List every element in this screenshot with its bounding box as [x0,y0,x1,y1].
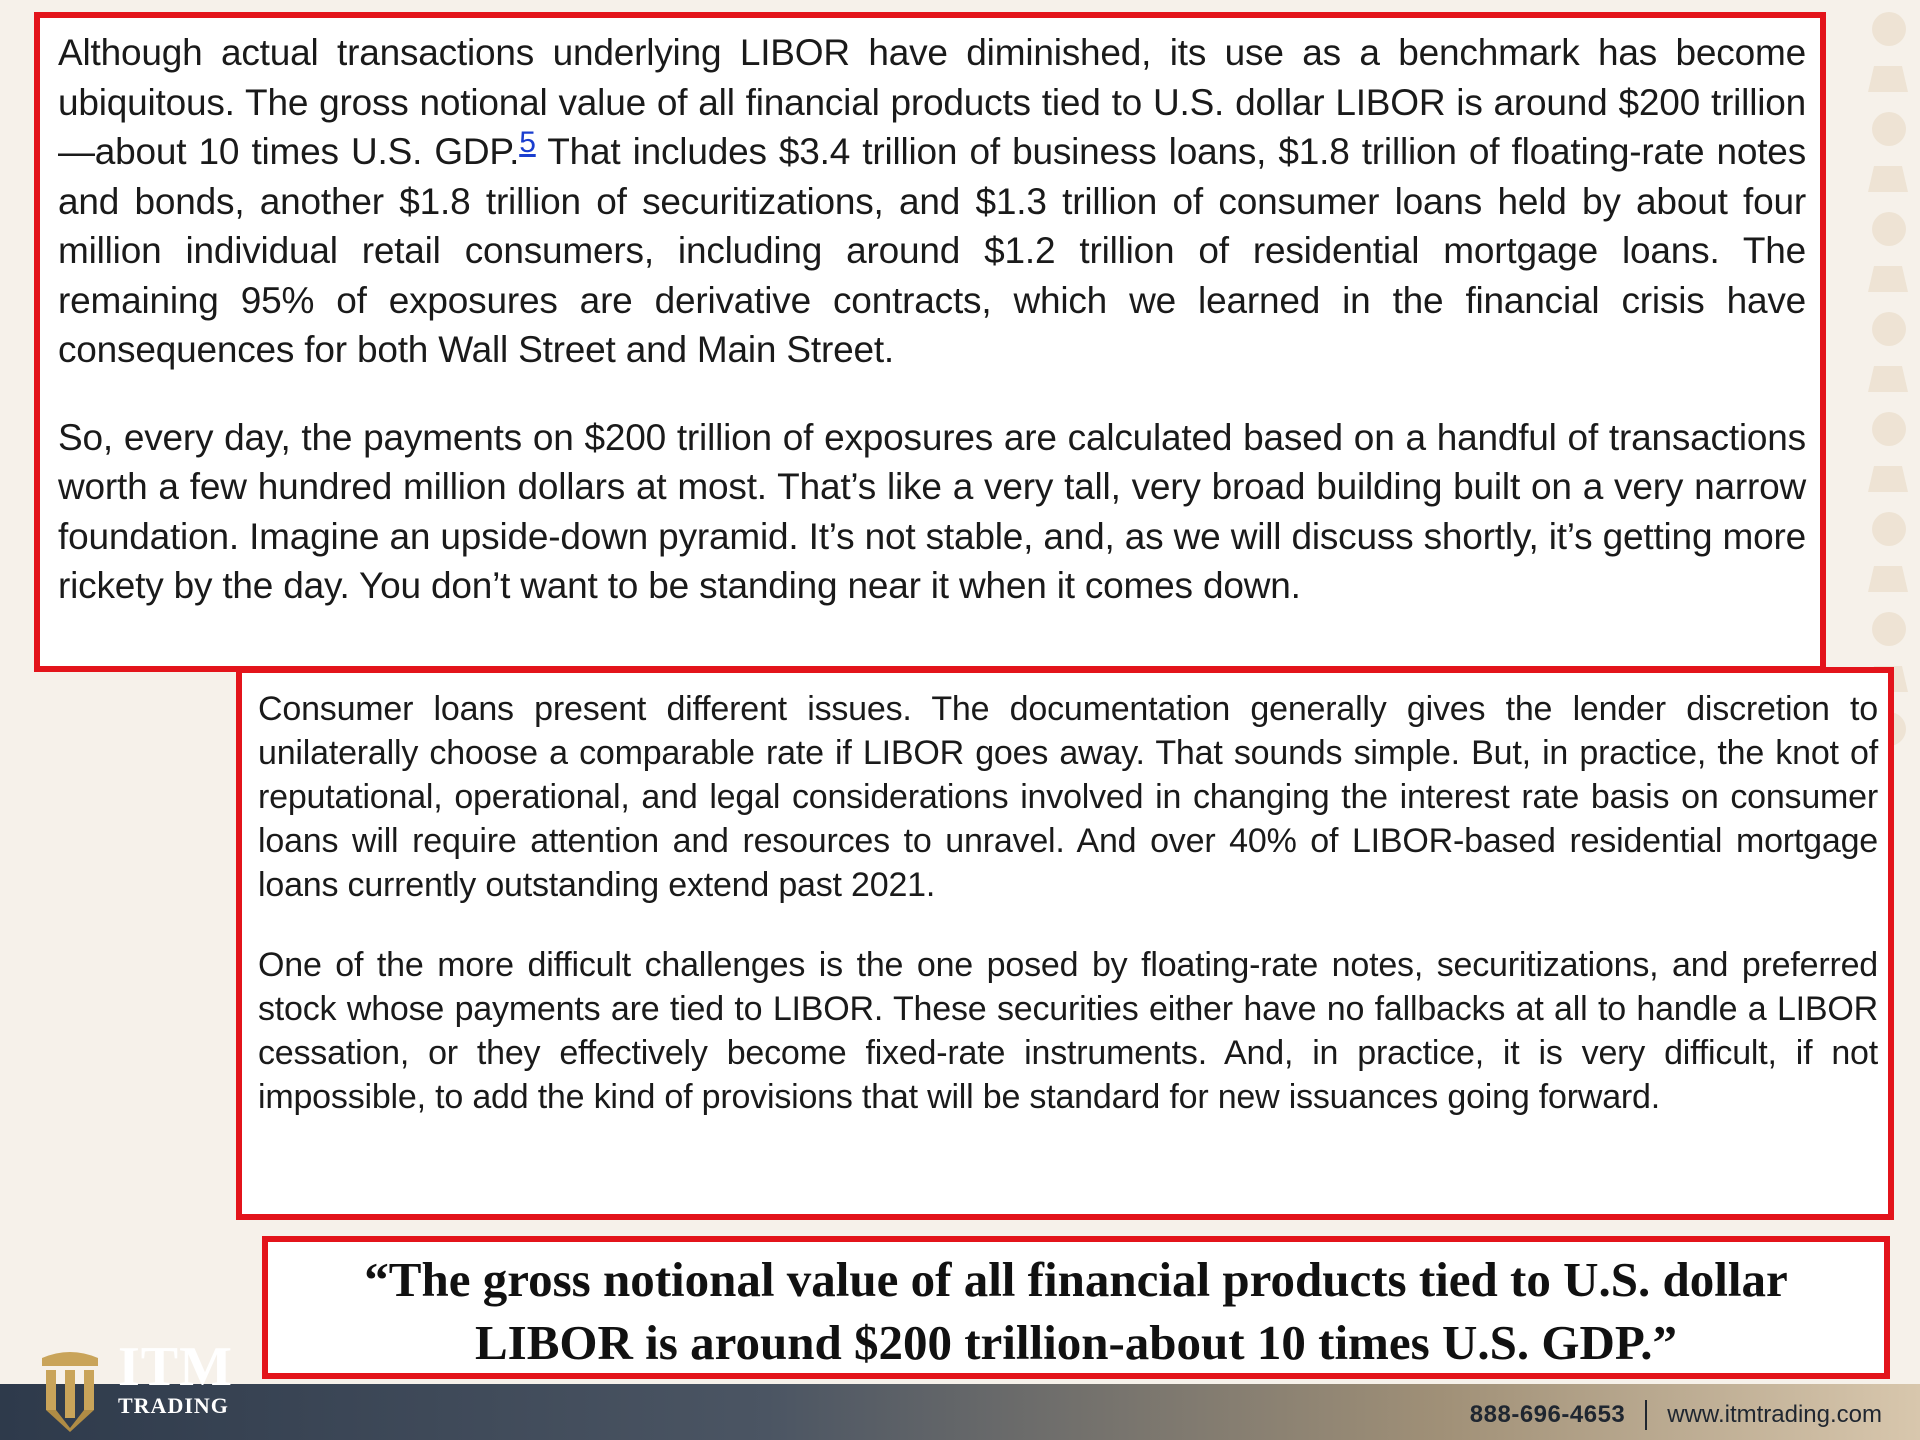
excerpt-box-consumer-loans [236,667,1894,1220]
logo-wordmark [118,1336,233,1418]
quote-line-1: “The gross notional value of all financial products tied to U.S. dollar [364,1252,1788,1307]
background-pattern [1850,0,1920,780]
logo-subtitle: TRADING [118,1393,229,1418]
paragraph-text: Although actual transactions underlying LIBOR have diminished, its use as a benchmark has become ubiquitous. The gross notional value of all financial products tied to U.S. dollar LIBOR is around $200 trillion—about 10 times U.S. GDP. [58,32,1806,172]
logo-name: ITM [118,1336,233,1398]
pull-quote [286,1248,1866,1374]
excerpt-paragraph [58,28,1806,375]
divider [1645,1400,1647,1430]
excerpt-box-libor-exposure [34,12,1826,672]
website-link[interactable]: www.itmtrading.com [1667,1401,1882,1428]
paragraph-text: That includes $3.4 trillion of business loans, $1.8 trillion of floating-rate notes and bonds, another $1.8 trillion of securitizations, and $1.3 trillion of consumer loans held by about four million individual retail consumers, including around $1.2 trillion of residential mortgage loans. The remaining 95% of exposures are derivative contracts, which we learned in the financial crisis have consequences for both Wall Street and Main Street. [58,131,1806,370]
excerpt-paragraph: Consumer loans present different issues. The documentation generally gives the lender discretion to unilaterally choose a comparable rate if LIBOR goes away. That sounds simple. But, in practice, the knot of reputational, operational, and legal considerations involved in changing the interest rate basis on consumer loans will require attention and resources to unravel. And over 40% of LIBOR-based residential mortgage loans currently outstanding extend past 2021. [258,690,1878,904]
footer-bar [0,1384,1920,1440]
pull-quote-box [262,1236,1890,1379]
excerpt-paragraph: One of the more difficult challenges is the one posed by floating-rate notes, securitizations, and preferred stock whose payments are tied to LIBOR. These securities either have no fallbacks at all to handle a LIBOR cessation, or they effectively become fixed-rate instruments. And, in practice, it is very difficult, if not impossible, to add the kind of provisions that will be standard for new issuances going forward. [258,946,1878,1116]
itm-trading-logo[interactable] [38,1336,258,1436]
contact-info [1470,1400,1882,1430]
quote-line-2: LIBOR is around $200 trillion-about 10 times U.S. GDP.” [474,1315,1678,1370]
excerpt-paragraph: So, every day, the payments on $200 trillion of exposures are calculated based on a handful of transactions worth a few hundred million dollars at most. That’s like a very tall, very broad building built on a very narrow foundation. Imagine an upside-down pyramid. It’s not stable, and, as we will discuss shortly, it’s getting more rickety by the day. You don’t want to be standing near it when it comes down. [58,416,1806,606]
column-emblem-icon [38,1348,102,1432]
footnote-link[interactable]: 5 [519,126,536,159]
phone-number[interactable]: 888-696-4653 [1469,1401,1626,1428]
